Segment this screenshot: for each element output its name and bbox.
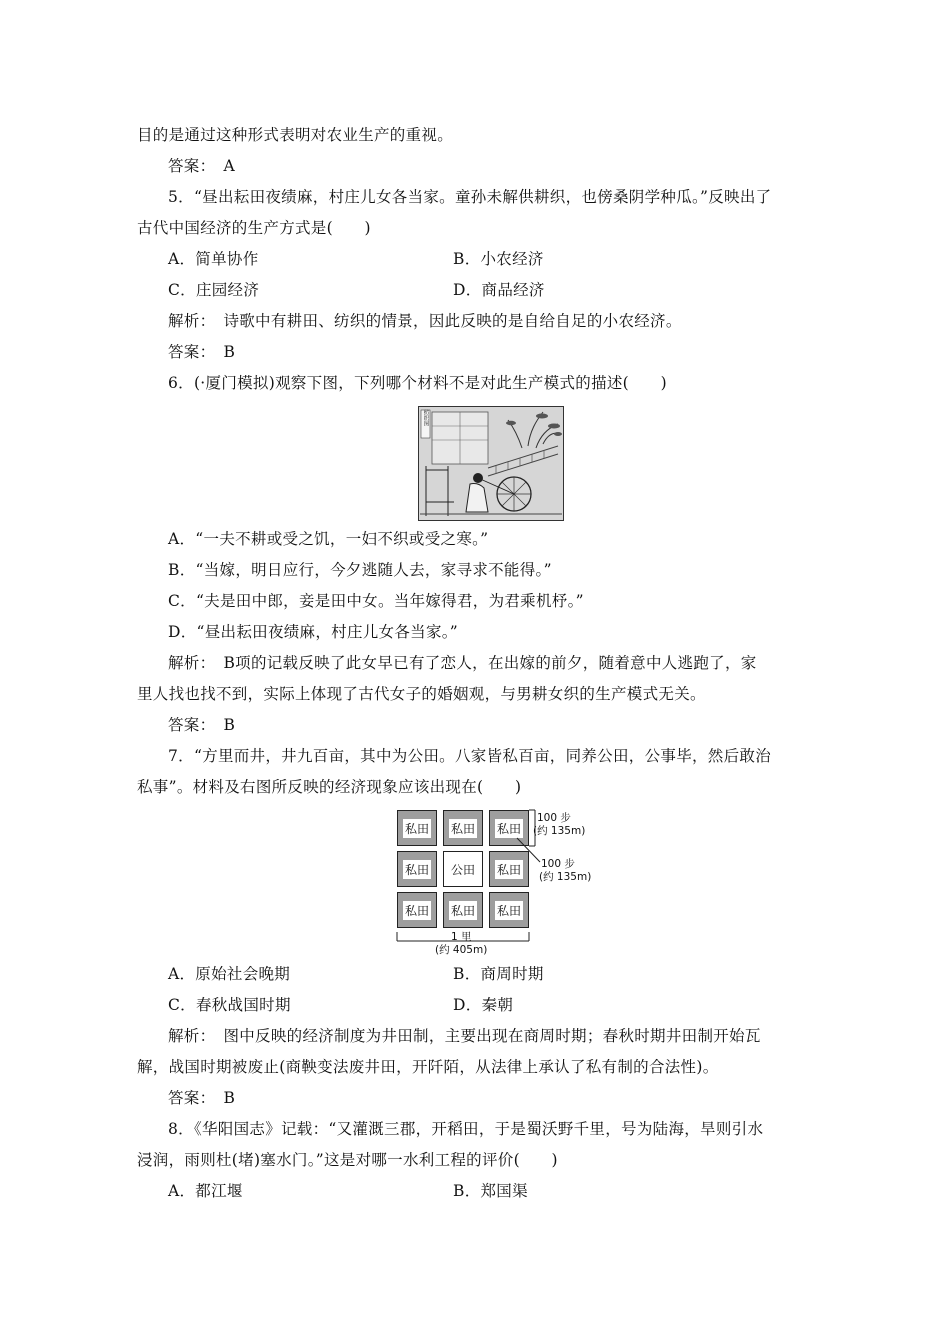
q5-analysis: 解析： 诗歌中有耕田、纺织的情景，因此反映的是自给自足的小农经济。 (168, 312, 682, 330)
q6-analysis-line1: 解析： B项的记载反映了此女早已有了恋人，在出嫁的前夕，随着意中人逃跑了，家 (168, 654, 757, 672)
dimension-label-top-2: (约 135m) (533, 825, 586, 837)
dimension-label-bottom-2: (约 405m) (435, 944, 488, 956)
q5-answer: 答案： B (168, 343, 236, 361)
q7-answer: 答案： B (168, 1089, 236, 1107)
q5-option-d: D．商品经济 (453, 281, 545, 299)
dimension-label-mid-1: 100 步 (541, 858, 575, 870)
q8-option-b: B．郑国渠 (453, 1182, 528, 1200)
grid-cell-label: 私田 (495, 819, 523, 838)
grid-cell-label: 私田 (495, 901, 523, 920)
q8-stem-line1: 8．《华阳国志》记载：“又灌溉三郡，开稻田，于是蜀沃野千里，号为陆海，旱则引水 (168, 1120, 764, 1138)
figure-caption: 纺织图 (422, 409, 429, 427)
well-field-diagram (395, 808, 595, 960)
q6-answer: 答案： B (168, 716, 236, 734)
q6-option-a: A．“一夫不耕或受之饥，一妇不织或受之寒。” (168, 530, 489, 548)
q5-stem-line2: 古代中国经济的生产方式是( ) (137, 219, 371, 237)
grid-cell-label: 私田 (403, 819, 431, 838)
grid-cell-label: 私田 (495, 860, 523, 879)
continuation-text: 目的是通过这种形式表明对农业生产的重视。 (137, 126, 454, 144)
grid-cell-label: 私田 (403, 901, 431, 920)
q8-stem-line2: 浸润，雨则杜(堵)塞水门。”这是对哪一水利工程的评价( ) (137, 1151, 558, 1169)
q6-option-d: D．“昼出耘田夜绩麻，村庄儿女各当家。” (168, 623, 459, 641)
dimension-label-bottom-1: 1 里 (451, 931, 472, 943)
q7-analysis-line1: 解析： 图中反映的经济制度为井田制，主要出现在商周时期；春秋时期井田制开始瓦 (168, 1027, 761, 1045)
grid-cell-label: 私田 (449, 819, 477, 838)
q6-analysis-line2: 里人找也找不到，实际上体现了古代女子的婚姻观，与男耕女织的生产模式无关。 (137, 685, 706, 703)
q5-option-b: B．小农经济 (453, 250, 544, 268)
q6-stem: 6．(·厦门模拟)观察下图，下列哪个材料不是对此生产模式的描述( ) (168, 374, 667, 392)
weaving-illustration (418, 406, 564, 521)
q6-option-b: B．“当嫁，明日应行，今夕逃随人去，家寻求不能得。” (168, 561, 552, 579)
dimension-label-top-1: 100 步 (537, 812, 571, 824)
grid-cell-label: 私田 (403, 860, 431, 879)
q7-stem-line1: 7．“方里而井，井九百亩，其中为公田。八家皆私百亩，同养公田，公事毕，然后敢治 (168, 747, 771, 765)
q7-option-b: B．商周时期 (453, 965, 544, 983)
grid-cell-label: 私田 (449, 901, 477, 920)
q4-answer: 答案： A (168, 157, 235, 175)
q5-option-a: A．简单协作 (168, 250, 259, 268)
dimension-label-mid-2: (约 135m) (539, 871, 592, 883)
weaving-illustration-svg (418, 406, 564, 521)
q7-stem-line2: 私事”。材料及右图所反映的经济现象应该出现在( ) (137, 778, 522, 796)
q7-option-d: D．秦朝 (453, 996, 514, 1014)
q5-stem-line1: 5．“昼出耘田夜绩麻，村庄儿女各当家。童孙未解供耕织，也傍桑阴学种瓜。”反映出了 (168, 188, 772, 206)
q6-option-c: C．“夫是田中郎，妾是田中女。当年嫁得君，为君乘机杼。” (168, 592, 584, 610)
q8-option-a: A．都江堰 (168, 1182, 243, 1200)
grid-cell-label: 公田 (450, 862, 475, 877)
q5-option-c: C．庄园经济 (168, 281, 260, 299)
q7-analysis-line2: 解，战国时期被废止(商鞅变法废井田，开阡陌，从法律上承认了私有制的合法性)。 (137, 1058, 719, 1076)
q7-option-c: C．春秋战国时期 (168, 996, 291, 1014)
q7-option-a: A．原始社会晚期 (168, 965, 291, 983)
